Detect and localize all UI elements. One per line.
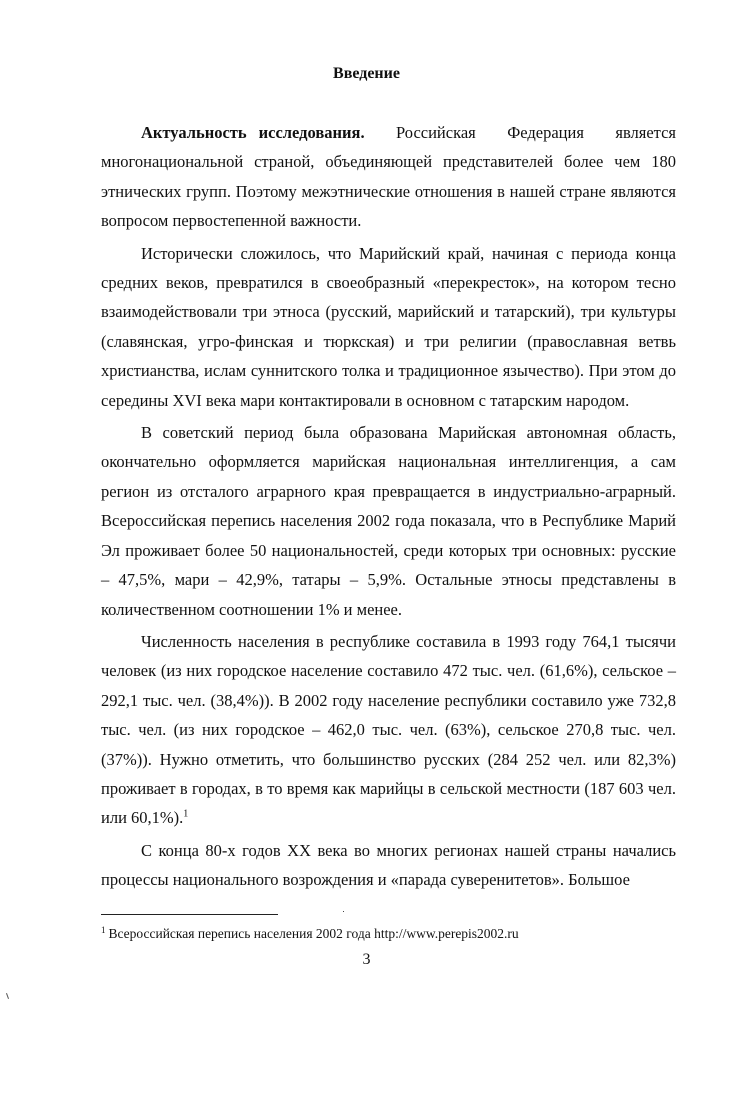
paragraph-history: Исторически сложилось, что Марийский край, начиная с периода конца средних веков, превратился в своеобразный «перекресток», на котором тесно взаимодействовали три этноса (русский, марийский и татарский), три культуры (славянская, угро-финская и тюркская) и три религии (православная ветвь христианства, ислам суннитского толка и традиционное язычество). При этом до середины XVI века мари контактировали в основном с татарским народом. [101,243,676,410]
footnote-marker: 1 [101,924,106,935]
footnote-text: Всероссийская перепись населения 2002 года http://www.perepis2002.ru [108,926,519,941]
paragraph-revival: С конца 80-х годов XX века во многих регионах нашей страны начались процессы национального возрождения и «парада суверенитетов». Большое [101,840,676,890]
body-text [101,118,676,895]
lead-word-2: исследования. [258,123,365,142]
footnote-separator [101,914,278,915]
footnote [101,925,676,943]
paragraph-text: Российская Федерация является многонациональной страной, объединяющей представителей более чем 180 этнических групп. Поэтому межэтнические отношения в нашей стране являются вопросом первостепенной важности. [101,123,676,231]
section-heading: Введение [333,65,400,82]
paragraph-population [101,627,676,833]
footnote-reference[interactable]: 1 [183,808,189,820]
scan-mark [6,993,9,999]
paragraph-text: Численность населения в республике составила в 1993 году 764,1 тысячи человек (из них городское население составило 472 тыс. чел. (61,6%), сельское – 292,1 тыс. чел. (38,4%)). В 2002 году население республики составило уже 732,8 тыс. чел. (из них городское – 462,0 тыс. чел. (63%), сельское 270,8 тыс. чел. (37%)). Нужно отметить, что большинство русских (284 252 чел. или 82,3%) проживает в городах, в то время как марийцы в сельской местности (187 603 чел. или 60,1%). [101,631,676,828]
paragraph-relevance [101,118,676,236]
page-number: 3 [362,951,371,968]
paragraph-soviet-period: В советский период была образована Марийская автономная область, окончательно оформляется марийская национальная интеллигенция, а сам регион из отсталого аграрного края превращается в индустриально-аграрный. Всероссийская перепись населения 2002 года показала, что в Республике Марий Эл проживает более 50 национальностей, среди которых три основных: русские – 47,5%, мари – 42,9%, татары – 5,9%. Остальные этносы представлены в количественном соотношении 1% и менее. [101,423,676,619]
lead-word-1: Актуальность [141,123,247,142]
scan-speck [343,911,344,912]
